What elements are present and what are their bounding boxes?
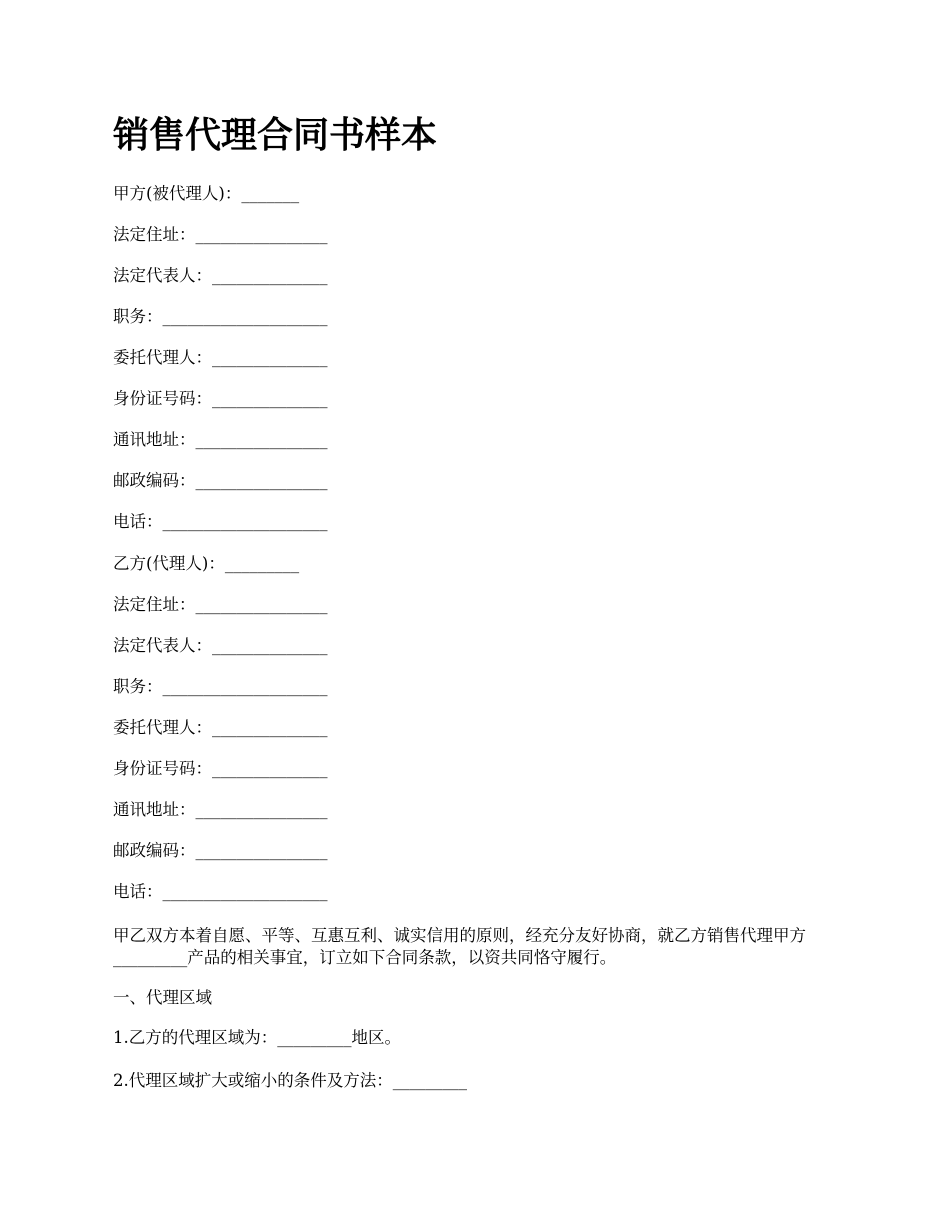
party-b-mailing-address: 通讯地址：________________ — [113, 800, 328, 819]
party-b-agent: 委托代理人：______________ — [113, 718, 328, 737]
party-a-name: 甲方(被代理人)：_______ — [113, 184, 300, 203]
section-1-clause-2: 2.代理区域扩大或缩小的条件及方法：_________ — [113, 1071, 467, 1090]
party-a-phone: 电话：____________________ — [113, 512, 328, 531]
party-b-phone: 电话：____________________ — [113, 882, 328, 901]
preamble-paragraph: 甲乙双方本着自愿、平等、互惠互利、诚实信用的原则，经充分友好协商，就乙方销售代理甲方_________产品的相关事宜，订立如下合同条款，以资共同恪守履行。 — [113, 926, 806, 967]
party-b-postal-code: 邮政编码：________________ — [113, 841, 328, 860]
party-b-name: 乙方(代理人)：_________ — [113, 554, 300, 573]
section-1-clause-1: 1.乙方的代理区域为：_________地区。 — [113, 1028, 401, 1047]
party-b-address: 法定住址：________________ — [113, 595, 328, 614]
party-a-address: 法定住址：________________ — [113, 225, 328, 244]
party-b-legal-rep: 法定代表人：______________ — [113, 636, 328, 655]
party-a-legal-rep: 法定代表人：______________ — [113, 266, 328, 285]
party-a-position: 职务：____________________ — [113, 307, 328, 326]
section-1-heading: 一、代理区域 — [113, 988, 212, 1007]
party-a-id-number: 身份证号码：______________ — [113, 389, 328, 408]
party-a-mailing-address: 通讯地址：________________ — [113, 430, 328, 449]
document-title: 销售代理合同书样本 — [113, 115, 438, 156]
party-b-id-number: 身份证号码：______________ — [113, 759, 328, 778]
party-b-position: 职务：____________________ — [113, 677, 328, 696]
party-a-postal-code: 邮政编码：________________ — [113, 471, 328, 490]
party-a-agent: 委托代理人：______________ — [113, 348, 328, 367]
